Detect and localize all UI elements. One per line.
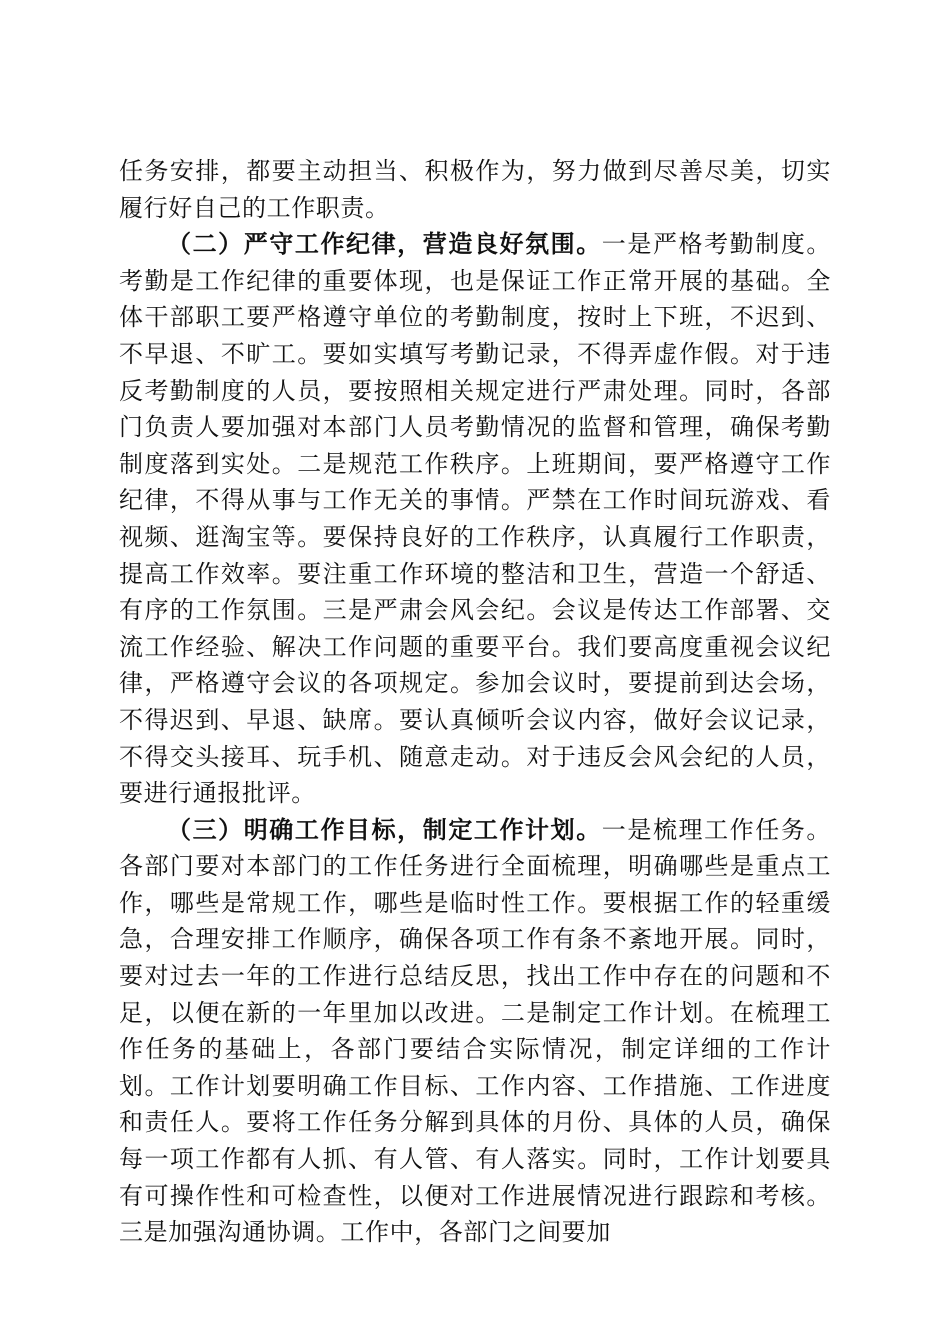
paragraph-text: 一是严格考勤制度。考勤是工作纪律的重要体现，也是保证工作正常开展的基础。全体干部职工要严格遵守单位的考勤制度，按时上下班，不迟到、不早退、不旷工。要如实填写考勤记录，不得弄虚作假。对于违反考勤制度的人员，要按照相关规定进行严肃处理。同时，各部门负责人要加强对本部门人员考勤情况的监督和管理，确保考勤制度落到实处。二是规范工作秩序。上班期间，要严格遵守工作纪律，不得从事与工作无关的事情。严禁在工作时间玩游戏、看视频、逛淘宝等。要保持良好的工作秩序，认真履行工作职责，提高工作效率。要注重工作环境的整洁和卫生，营造一个舒适、有序的工作氛围。三是严肃会风会纪。会议是传达工作部署、交流工作经验、解决工作问题的重要平台。我们要高度重视会议纪律，严格遵守会议的各项规定。参加会议时，要提前到达会场，不得迟到、早退、缺席。要认真倾听会议内容，做好会议记录，不得交头接耳、玩手机、随意走动。对于违反会风会纪的人员，要进行通报批评。 [119, 230, 832, 808]
paragraph-text: 任务安排，都要主动担当、积极作为，努力做到尽善尽美，切实履行好自己的工作职责。 [119, 157, 831, 222]
document-page [119, 153, 831, 1251]
paragraph-continuation [119, 153, 831, 226]
paragraph-work-discipline [119, 226, 831, 812]
paragraph-work-goals [119, 812, 831, 1251]
paragraph-text: 一是梳理工作任务。各部门要对本部门的工作任务进行全面梳理，明确哪些是重点工作，哪些是常规工作，哪些是临时性工作。要根据工作的轻重缓急，合理安排工作顺序，确保各项工作有条不紊地开展。同时，要对过去一年的工作进行总结反思，找出工作中存在的问题和不足，以便在新的一年里加以改进。二是制定工作计划。在梳理工作任务的基础上，各部门要结合实际情况，制定详细的工作计划。工作计划要明确工作目标、工作内容、工作措施、工作进度和责任人。要将工作任务分解到具体的月份、具体的人员，确保每一项工作都有人抓、有人管、有人落实。同时，工作计划要具有可操作性和可检查性，以便对工作进展情况进行跟踪和考核。三是加强沟通协调。工作中，各部门之间要加 [119, 815, 832, 1247]
paragraph-heading: （三）明确工作目标，制定工作计划。 [167, 814, 602, 844]
paragraph-heading: （二）严守工作纪律，营造良好氛围。 [167, 229, 602, 259]
